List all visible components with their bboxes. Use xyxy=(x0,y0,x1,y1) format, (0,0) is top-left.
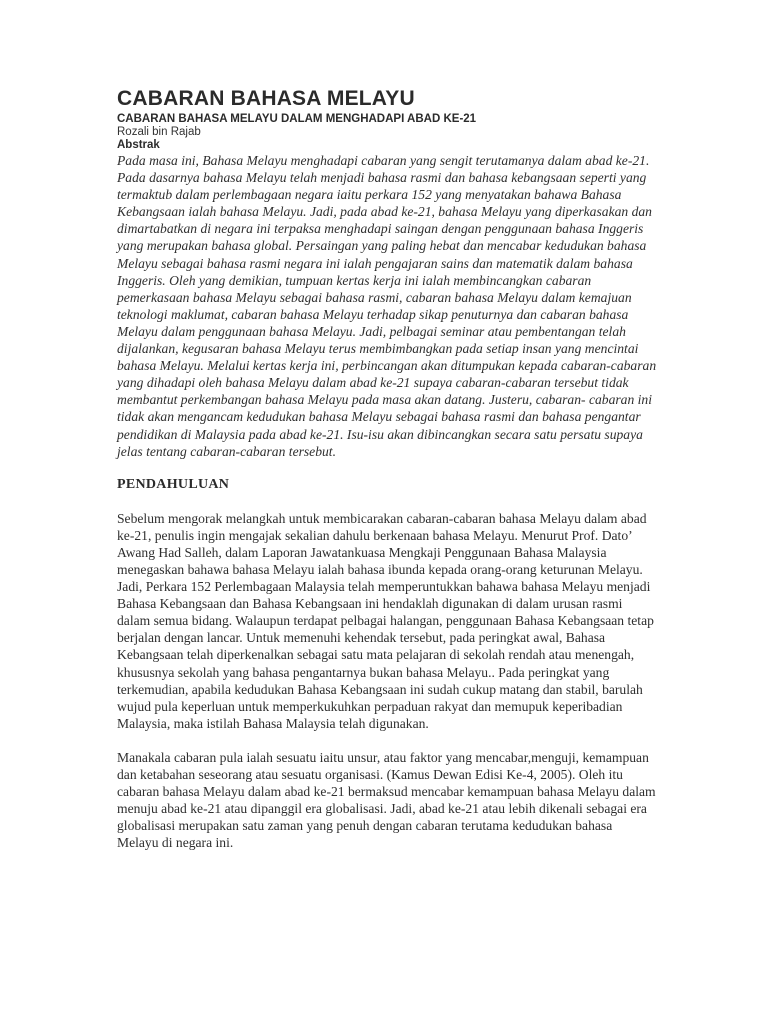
author-name: Rozali bin Rajab xyxy=(117,126,201,138)
body-paragraph-2: Manakala cabaran pula ialah sesuatu iaitu unsur, atau faktor yang mencabar,menguji, kemampuan dan ketabahan seseorang atau sesuatu organisasi. (Kamus Dewan Edisi Ke-4, 2005). Oleh itu cabaran bahasa Melayu dalam abad ke-21 bermaksud mencabar kemampuan bahasa Melayu dalam menuju abad ke-21 atau dipanggil era globalisasi. Jadi, abad ke-21 atau lebih dikenali sebagai era globalisasi merupakan satu zaman yang penuh dengan cabaran terutama kedudukan bahasa Melayu di negara ini. xyxy=(117,749,656,851)
document-subtitle: CABARAN BAHASA MELAYU DALAM MENGHADAPI ABAD KE-21 xyxy=(117,113,477,125)
abstract-label: Abstrak xyxy=(117,139,160,151)
abstract-text: Pada masa ini, Bahasa Melayu menghadapi cabaran yang sengit terutamanya dalam abad ke-21. Pada dasarnya bahasa Melayu telah menjadi bahasa rasmi dan bahasa kebangsaan seperti yang termaktub dalam perlembagaan negara iaitu perkara 152 yang menyatakan bahawa Bahasa Kebangsaan ialah bahasa Melayu. Jadi, pada abad ke-21, bahasa Melayu yang diperkasakan dan dimartabatkan di negara ini terpaksa menghadapi saingan dengan penggunaan bahasa Inggeris yang merupakan bahasa global. Persaingan yang paling hebat dan mencabar kedudukan bahasa Melayu sebagai bahasa rasmi negara ini ialah pengajaran sains dan matematik dalam bahasa Inggeris. Oleh yang demikian, tumpuan kertas kerja ini ialah membincangkan cabaran pemerkasaan bahasa Melayu sebagai bahasa rasmi, cabaran bahasa Melayu dalam kemajuan teknologi maklumat, cabaran bahasa Melayu terhadap sikap penuturnya dan cabaran bahasa Melayu dalam penggunaan bahasa Melayu. Jadi, pelbagai seminar atau pembentangan telah dijalankan, kegusaran bahasa Melayu terus membimbangkan pada setiap insan yang mencintai bahasa Melayu. Melalui kertas kerja ini, perbincangan akan ditumpukan kepada cabaran-cabaran yang dihadapi oleh bahasa Melayu dalam abad ke-21 supaya cabaran-cabaran tersebut tidak membantut perkembangan bahasa Melayu pada masa akan datang. Justeru, cabaran- cabaran ini tidak akan mengancam kedudukan bahasa Melayu sebagai bahasa rasmi dan bahasa pengantar pendidikan di Malaysia pada abad ke-21. Isu-isu akan dibincangkan secara satu persatu supaya jelas tentang cabaran-cabaran tersebut. xyxy=(117,153,657,459)
document-title: CABARAN BAHASA MELAYU xyxy=(117,87,415,110)
body-paragraph-1: Sebelum mengorak melangkah untuk membicarakan cabaran-cabaran bahasa Melayu dalam abad ke-21, penulis ingin mengajak sekalian dahulu berkenaan bahasa Melayu. Menurut Prof. Dato’ Awang Had Salleh, dalam Laporan Jawatankuasa Mengkaji Penggunaan Bahasa Malaysia menegaskan bahawa bahasa Melayu ialah bahasa ibunda kepada orang-orang keturunan Melayu. Jadi, Perkara 152 Perlembagaan Malaysia telah memperuntukkan bahawa bahasa Melayu menjadi Bahasa Kebangsaan dan Bahasa Kebangsaan ini hendaklah digunakan di dalam urusan rasmi dalam semua bidang. Walaupun terdapat pelbagai halangan, penggunaan Bahasa Kebangsaan tetap berjalan dengan lancar. Untuk memenuhi kehendak tersebut, pada peringkat awal, Bahasa Kebangsaan telah diperkenalkan sebagai satu mata pelajaran di sekolah rendah atau menengah, khususnya sekolah yang bahasa pengantarnya bukan bahasa Melayu.. Pada peringkat yang terkemudian, apabila kedudukan Bahasa Kebangsaan ini sudah cukup matang dan stabil, barulah wujud pula keperluan untuk memperkukuhkan perpaduan rakyat dan memupuk keperibadian Malaysia, maka istilah Bahasa Malaysia telah digunakan. xyxy=(117,510,654,731)
document-page xyxy=(117,86,657,851)
section-heading: PENDAHULUAN xyxy=(117,476,230,492)
